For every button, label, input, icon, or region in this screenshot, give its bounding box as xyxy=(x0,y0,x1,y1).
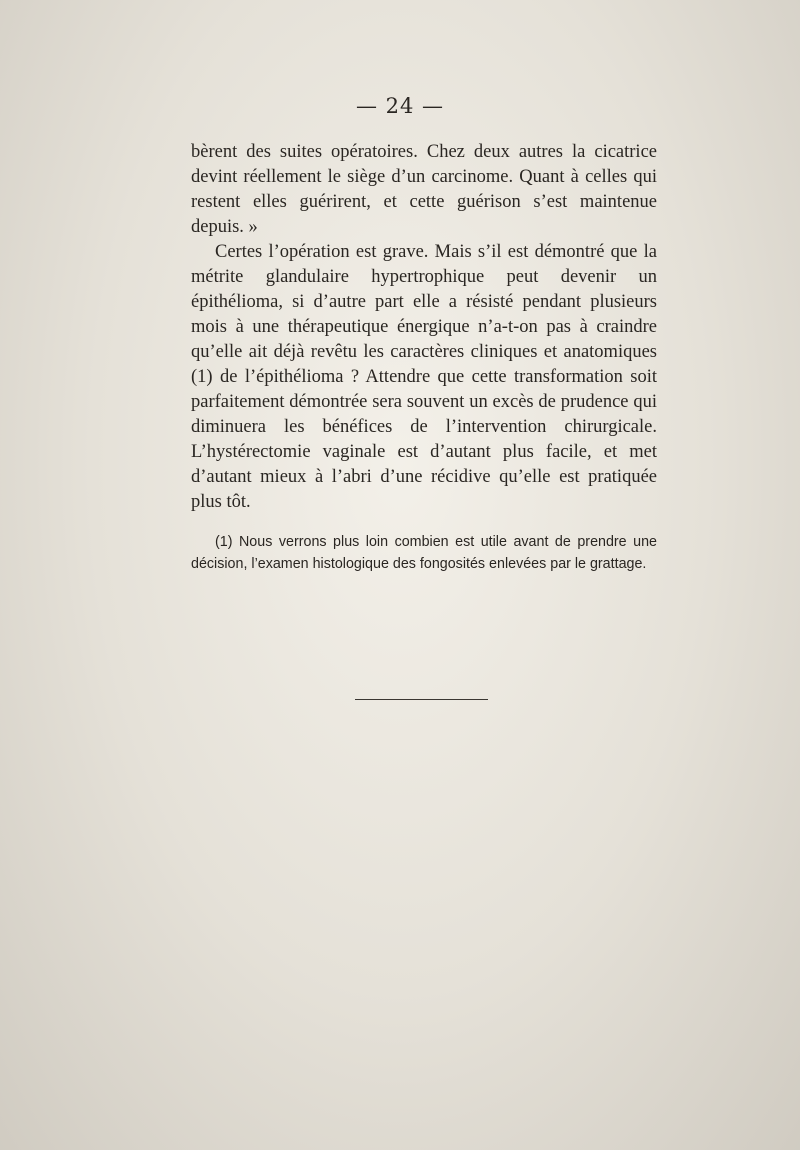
main-text xyxy=(191,140,657,515)
paragraph-2: Certes l’opération est grave. Mais s’il est démontré que la métrite glandulaire hypertrophique peut devenir un épithélioma, si d’autre part elle a résisté pendant plusieurs mois à une thérapeutique énergique n’a-t-on pas à craindre qu’elle ait déjà revêtu les caractères cliniques et anatomiques (1) de l’épithélioma ? Attendre que cette transformation soit parfaitement démontrée sera souvent un excès de prudence qui diminuera les bénéfices de l’intervention chirurgicale. L’hystérectomie vaginale est d’autant plus facile, et met d’autant mieux à l’abri d’une récidive qu’elle est pratiquée plus tôt. xyxy=(191,242,657,512)
footnote: (1) Nous verrons plus loin combien est utile avant de prendre une décision, l’examen histologique des fongosités enlevées par le grattage. xyxy=(191,534,657,572)
paragraph-1: bèrent des suites opératoires. Chez deux autres la cicatrice devint réellement le siège d’un carcinome. Quant à celles qui restent elles guérirent, et cette guérison s’est maintenue depuis. » xyxy=(191,142,657,237)
page-number: — 24 — xyxy=(355,94,445,118)
end-rule xyxy=(355,699,488,700)
